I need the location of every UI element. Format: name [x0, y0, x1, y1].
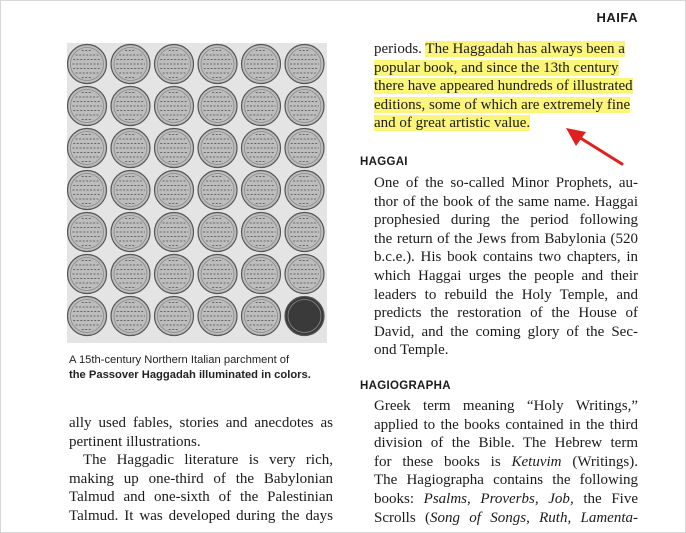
- roundel: [242, 171, 281, 210]
- roundel: [198, 171, 237, 210]
- roundel: [111, 213, 150, 252]
- text-run: ,: [567, 509, 581, 526]
- text-line: applied to the books contained in the third: [374, 416, 638, 433]
- text-line: [374, 96, 638, 115]
- text-line: [374, 77, 638, 96]
- roundel: [68, 297, 107, 336]
- text-run: ,: [467, 490, 481, 507]
- text-line: Talmud and one-sixth of the Palestinian: [69, 489, 333, 506]
- roundel: [242, 213, 281, 252]
- roundel: [68, 213, 107, 252]
- roundel: [285, 297, 324, 336]
- roundel: [198, 213, 237, 252]
- roundel: [198, 87, 237, 126]
- text-line: [374, 40, 638, 59]
- book-title: Proverbs: [480, 490, 535, 507]
- roundel: [285, 129, 324, 168]
- caption-line-1: A 15th-century Northern Italian parchment of: [69, 354, 290, 366]
- text-line: Talmud. It was developed during the days: [69, 507, 333, 524]
- text-line: [374, 59, 638, 78]
- text-run: ,: [534, 490, 549, 507]
- roundel: [155, 213, 194, 252]
- text-run: Scrolls (: [374, 509, 430, 526]
- roundel: [68, 129, 107, 168]
- text-line: prophesied during the period following: [374, 212, 638, 229]
- entry-heading-hagiographa: HAGIOGRAPHA: [360, 380, 451, 392]
- text-line: David, and the coming glory of the Sec-: [374, 323, 638, 340]
- book-title: Psalms: [423, 490, 468, 507]
- text-line: which Haggai urges the people and their: [374, 267, 638, 284]
- text-line: [374, 509, 638, 528]
- text-line: One of the so-called Minor Prophets, au-: [374, 175, 638, 191]
- book-title: Job: [548, 490, 570, 507]
- text-line: pertinent illustrations.: [69, 433, 201, 450]
- italic-term: Ketuvim: [511, 453, 562, 470]
- haggai-entry: [374, 174, 638, 360]
- roundel: [155, 87, 194, 126]
- roundel: [285, 213, 324, 252]
- text-run: ,: [526, 509, 540, 526]
- running-head: HAIFA: [596, 10, 638, 25]
- text-run: , the Five: [569, 490, 638, 507]
- roundel: [155, 297, 194, 336]
- entry-heading-haggai: HAGGAI: [360, 156, 408, 168]
- roundel: [242, 129, 281, 168]
- text-line: thor of the book of the same name. Haggai: [374, 193, 638, 210]
- text-run: (Writings).: [561, 453, 638, 470]
- roundel: [111, 45, 150, 84]
- caption-line-2: the Passover Haggadah illuminated in colors.: [69, 369, 311, 381]
- text-line: The Hagiographa contains the following: [374, 472, 638, 489]
- red-arrow-icon: [560, 122, 630, 170]
- book-title: Lamenta-: [580, 509, 638, 526]
- highlight: there have appeared hundreds of illustrated: [374, 78, 633, 95]
- roundel: [285, 45, 324, 84]
- text-line: making up one-third of the Babylonian: [69, 470, 333, 487]
- text-line: Greek term meaning “Holy Writings,”: [374, 398, 638, 414]
- roundel: [68, 87, 107, 126]
- roundel: [198, 129, 237, 168]
- roundel: [242, 255, 281, 294]
- highlight: The Haggadah has always been a: [425, 41, 625, 57]
- roundel: [68, 255, 107, 294]
- roundel: [155, 171, 194, 210]
- roundel: [155, 45, 194, 84]
- haggadah-illustration: [67, 43, 327, 343]
- roundel: [68, 45, 107, 84]
- text-line: ond Temple.: [374, 342, 449, 359]
- roundel: [242, 87, 281, 126]
- roundel: [198, 297, 237, 336]
- roundel: [111, 171, 150, 210]
- text-line: The Haggadic literature is very rich,: [83, 452, 333, 469]
- roundel: [111, 129, 150, 168]
- hagiographa-entry: [374, 397, 638, 527]
- highlight: editions, some of which are extremely fine: [374, 96, 631, 113]
- roundel: [155, 255, 194, 294]
- text-line: the return of the Jews from Babylonia (520: [374, 230, 638, 247]
- roundel: [285, 171, 324, 210]
- text-line: division of the Bible. The Hebrew term: [374, 435, 638, 452]
- roundel: [68, 171, 107, 210]
- roundel: [111, 255, 150, 294]
- book-title: Song of Songs: [429, 509, 527, 526]
- text-line: [374, 490, 638, 509]
- highlighted-passage: [374, 40, 638, 133]
- text-line: b.c.e.). His book contains two chapters, in: [374, 249, 638, 266]
- lead-in: periods.: [374, 41, 422, 57]
- text-line: ally used fables, stories and anecdotes as: [69, 415, 333, 431]
- text-run: books:: [374, 490, 424, 507]
- roundel: [285, 87, 324, 126]
- text-line: predicts the restoration of the House of: [374, 305, 638, 322]
- text-line: [374, 453, 638, 472]
- book-title: Ruth: [539, 509, 568, 526]
- roundel: [242, 45, 281, 84]
- roundel: [155, 129, 194, 168]
- highlight: and of great artistic value.: [374, 115, 531, 132]
- left-column-text: [69, 414, 333, 526]
- roundel: [285, 255, 324, 294]
- roundel: [242, 297, 281, 336]
- roundel: [111, 87, 150, 126]
- roundel: [111, 297, 150, 336]
- text-run: for these books is: [374, 453, 512, 470]
- text-line: leaders to rebuild the Holy Temple, and: [374, 286, 638, 303]
- roundel: [198, 45, 237, 84]
- highlight: popular book, and since the 13th century: [374, 59, 619, 76]
- figure-caption: [69, 353, 339, 383]
- roundel: [198, 255, 237, 294]
